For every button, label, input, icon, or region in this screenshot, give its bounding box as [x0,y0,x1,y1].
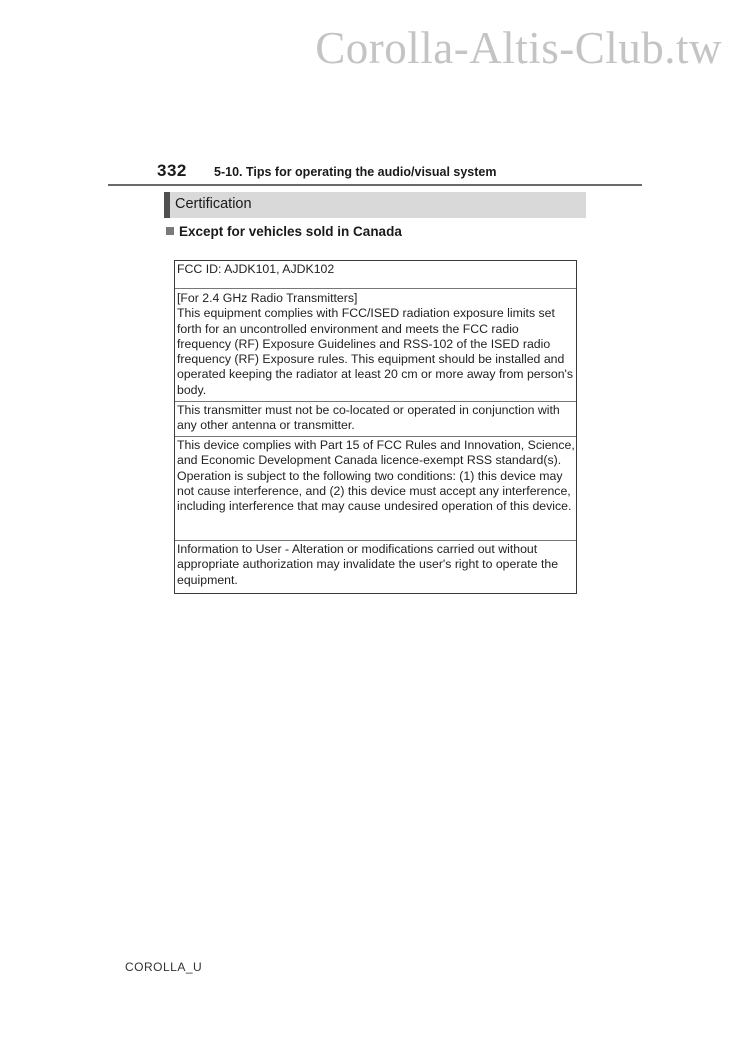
square-bullet-icon [166,227,174,235]
user-info-row [175,540,576,588]
part15-row [175,436,576,514]
colocation-text: This transmitter must not be co-located or operated in conjunction with any other antenna or transmitter. [177,403,560,433]
subheading-text: Except for vehicles sold in Canada [179,224,402,239]
part15-text: This device complies with Part 15 of FCC Rules and Innovation, Science, and Economic Development Canada licence-exempt RSS standard(s). Operation is subject to the following two conditions: (1) this device may not cause interference, and (2) this device must accept any interference, including interference that may cause undesired operation of this device. [177,438,575,514]
fcc-id-label: FCC ID: [177,262,222,276]
colocation-row [175,401,576,434]
radio-text: This equipment complies with FCC/ISED radiation exposure limits set forth for an uncontrolled environment and meets the FCC radio frequency (RF) Exposure Guidelines and RSS-102 of the ISED radio frequency (RF) Exposure rules. This equipment should be installed and operated keeping the radiator at least 20 cm or more away from person's body. [177,306,574,397]
fcc-id-row [175,262,576,277]
certification-heading-text: Certification [175,196,252,212]
certification-heading [164,192,586,218]
page-header [108,158,642,186]
footer-code: COROLLA_U [125,960,203,974]
site-watermark: Corolla-Altis-Club.tw [315,23,722,73]
radio-heading: [For 2.4 GHz Radio Transmitters] [177,291,358,305]
radio-transmitter-row [175,288,576,398]
page-number: 332 [157,161,187,180]
user-info-text: Information to User - Alteration or modifications carried out without appropriate authorization may invalidate the user's right to operate the equipment. [177,542,559,587]
subheading [166,224,402,239]
fcc-id-value: AJDK101, AJDK102 [224,262,335,276]
fcc-info-table [174,260,577,594]
section-title: 5-10. Tips for operating the audio/visual system [214,165,497,179]
